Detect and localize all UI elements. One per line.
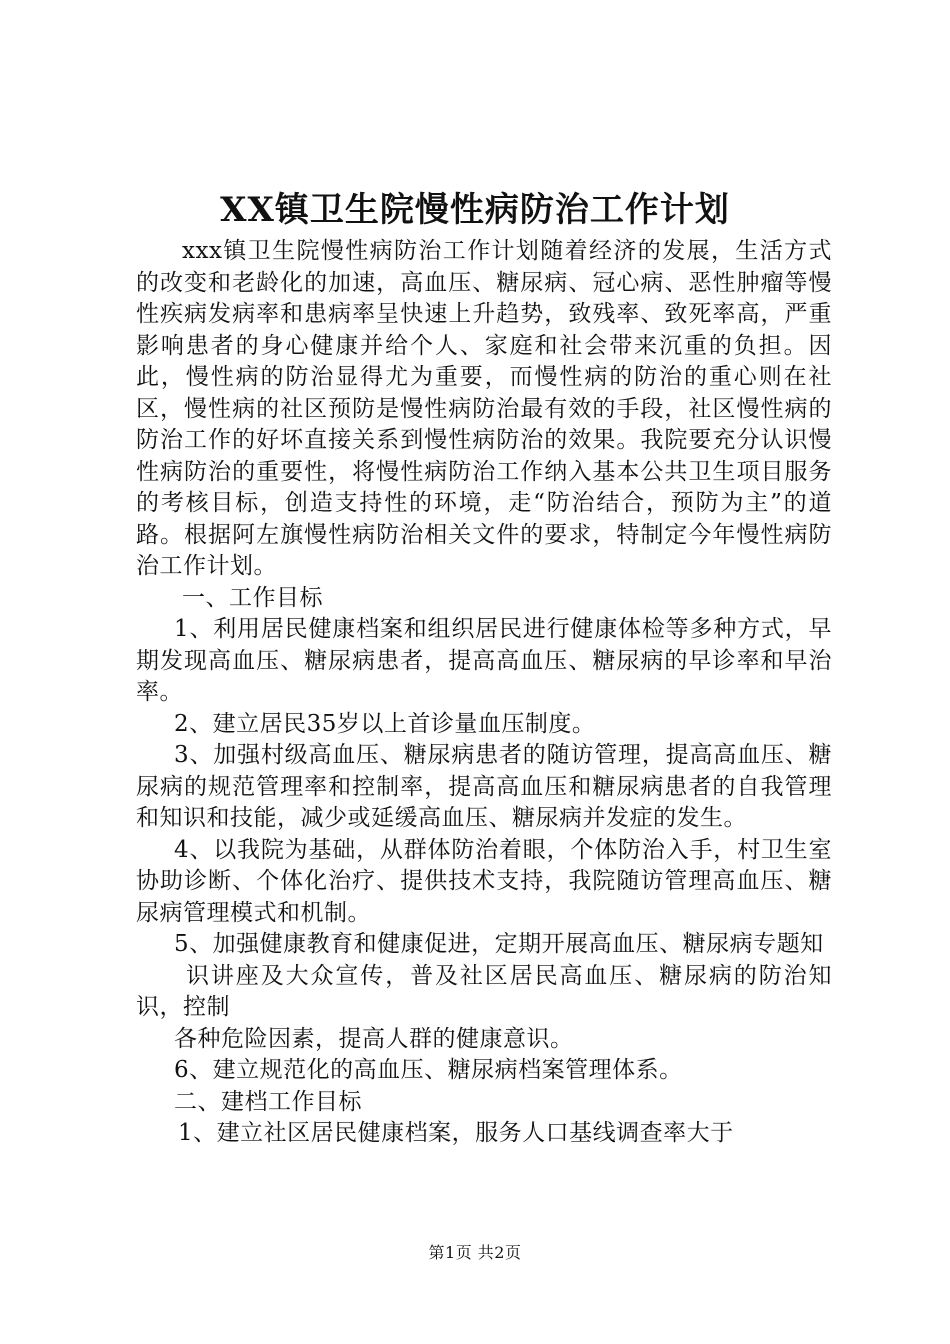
archive-goal-item-1: 1、建立社区居民健康档案，服务人口基线调查率大于 — [178, 1120, 734, 1146]
goal-item-4: 4、以我院为基础，从群体防治着眼，个体防治入手，村卫生室协助诊断、个体化治疗、提供技术支持，我院随访管理高血压、糖尿病管理模式和机制。 — [136, 836, 832, 926]
goal-item-2: 2、建立居民35岁以上首诊量血压制度。 — [174, 710, 596, 737]
section-heading-work-goals: 一、工作目标 — [182, 584, 323, 611]
page-footer: 第1页 共2页 — [428, 1243, 522, 1262]
goal-item-5: 5、加强健康教育和健康促进，定期开展高血压、糖尿病专题知 — [174, 931, 824, 957]
goal-item-5-continued-2: 各种危险因素，提高人群的健康意识。 — [174, 1025, 574, 1052]
section-heading-archive-goals: 二、建档工作目标 — [174, 1088, 362, 1115]
goal-item-6: 6、建立规范化的高血压、糖尿病档案管理体系。 — [174, 1057, 683, 1083]
document-title: XX镇卫生院慢性病防治工作计划 — [220, 190, 730, 230]
goal-item-5-continued: 识讲座及大众宣传，普及社区居民高血压、糖尿病的防治知识，控制 — [136, 962, 832, 1020]
goal-item-1: 1、利用居民健康档案和组织居民进行健康体检等多种方式，早期发现高血压、糖尿病患者，提高高血压、糖尿病的早诊率和早治率。 — [136, 616, 832, 705]
goal-item-3: 3、加强村级高血压、糖尿病患者的随访管理，提高高血压、糖尿病的规范管理率和控制率，提高高血压和糖尿病患者的自我管理和知识和技能，减少或延缓高血压、糖尿病并发症的发生。 — [136, 742, 832, 831]
document-body — [136, 236, 832, 1150]
intro-paragraph: xxx镇卫生院慢性病防治工作计划随着经济的发展，生活方式的改变和老龄化的加速，高血压、糖尿病、冠心病、恶性肿瘤等慢性疾病发病率和患病率呈快速上升趋势，致残率、致死率高，严重影响患者的身心健康并给个人、家庭和社会带来沉重的负担。因此，慢性病的防治显得尤为重要，而慢性病的防治的重心则在社区，慢性病的社区预防是慢性病防治最有效的手段，社区慢性病的防治工作的好坏直接关系到慢性病防治的效果。我院要充分认识慢性病防治的重要性，将慢性病防治工作纳入基本公共卫生项目服务的考核目标，创造支持性的环境，走“防治结合，预防为主”的道路。根据阿左旗慢性病防治相关文件的要求，特制定今年慢性病防治工作计划。 — [136, 238, 832, 579]
